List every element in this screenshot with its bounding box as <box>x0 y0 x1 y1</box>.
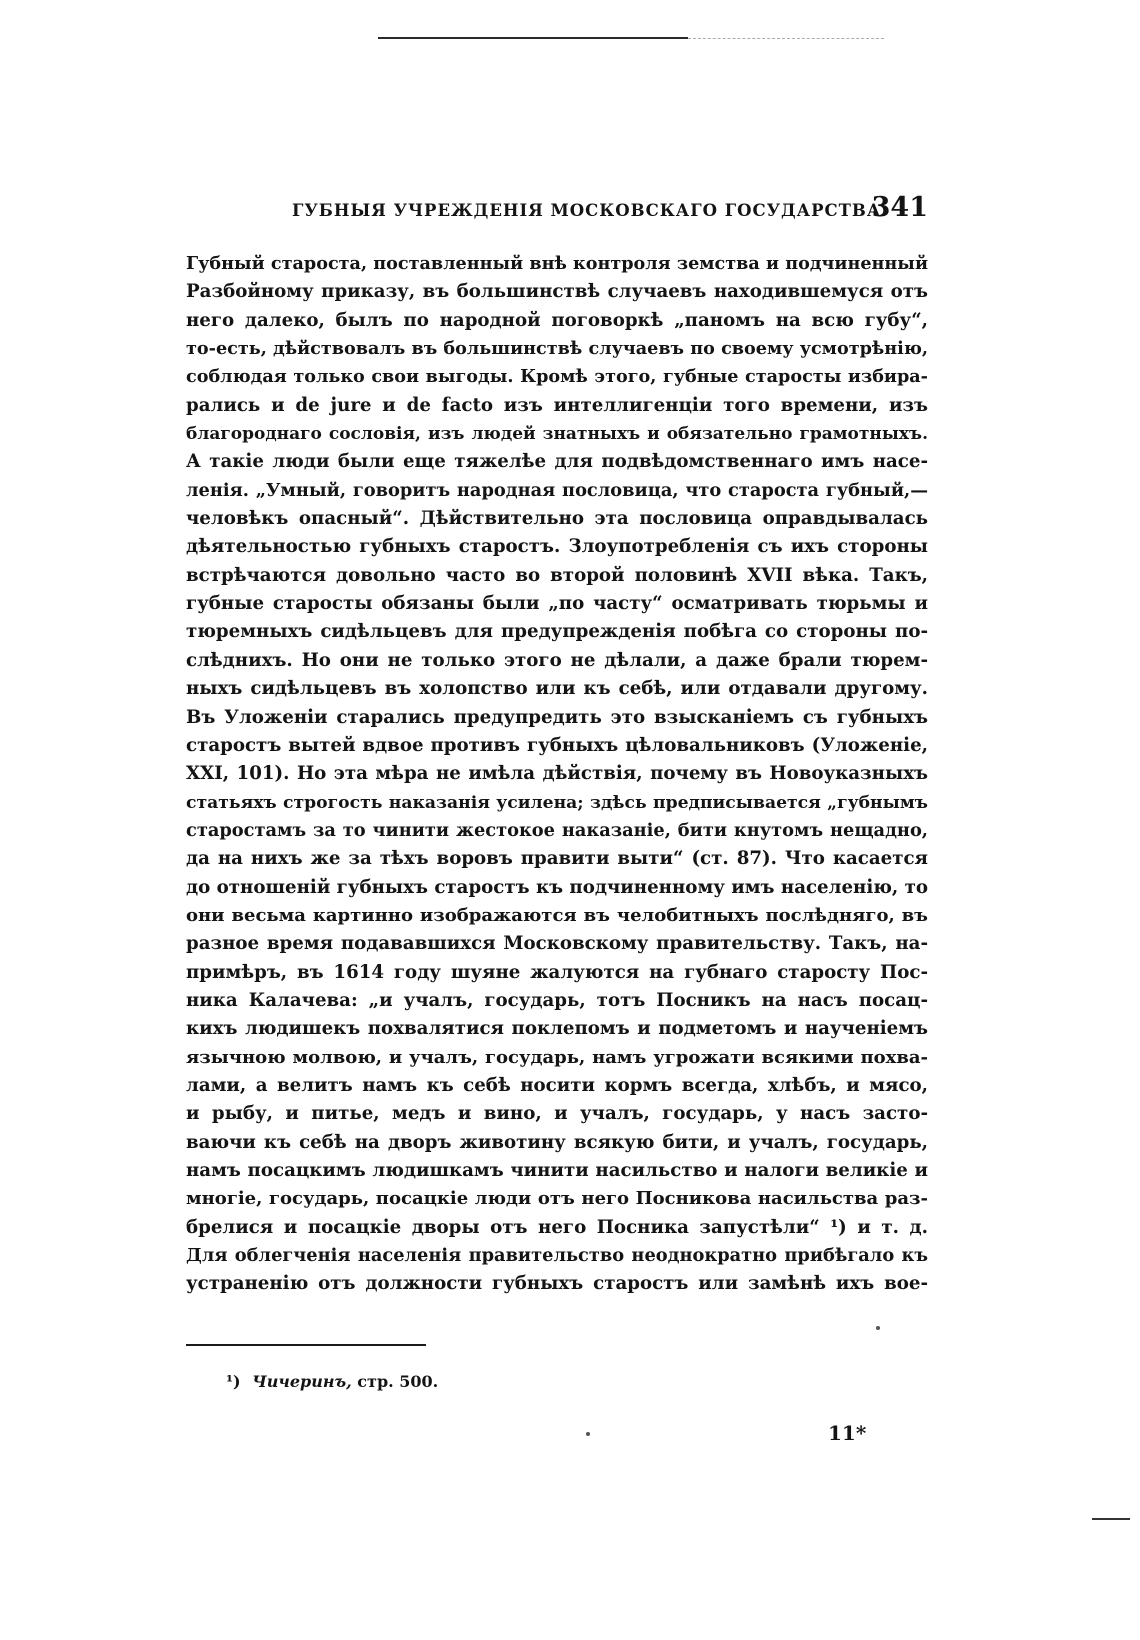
text-line: намъ посацкимъ людишкамъ чинити насильство и налоги великіе и <box>186 1160 928 1181</box>
text-line: человѣкъ опасный“. Дѣйствительно эта пословица оправдывалась <box>186 508 928 530</box>
text-line: ныхъ сидѣльцевъ въ холопство или къ себѣ, или отдавали другому. <box>186 678 928 700</box>
footnote-reference: стр. 500. <box>357 1372 439 1391</box>
text-line: рались и de jure и de facto изъ интеллигенціи того времени, изъ <box>186 394 928 416</box>
text-line: они весьма картинно изображаются въ челобитныхъ послѣдняго, въ <box>186 904 928 926</box>
text-line: него далеко, былъ по народной поговоркѣ „паномъ на всю губу“, <box>186 309 928 331</box>
text-line: то-есть, дѣйствовалъ въ большинствѣ случаевъ по своему усмотрѣнію, <box>186 338 928 360</box>
text-line: лами, а велитъ намъ къ себѣ носити кормъ всегда, хлѣбъ, и мясо, <box>186 1074 928 1096</box>
text-line: язычною молвою, и учалъ, государь, намъ угрожати всякими похва- <box>186 1046 928 1068</box>
print-speck <box>876 1326 880 1330</box>
text-line: устраненію отъ должности губныхъ старостъ или замѣнѣ ихъ вое- <box>186 1273 928 1295</box>
text-line: примѣръ, въ 1614 году шуяне жалуются на губнаго старосту Пос- <box>186 961 928 983</box>
text-line: XXI, 101). Но эта мѣра не имѣла дѣйствія, почему въ Новоуказныхъ <box>186 763 928 785</box>
footnote <box>226 1372 438 1391</box>
text-line: кихъ людишекъ похвалятися поклепомъ и подметомъ и наученіемъ <box>186 1018 928 1040</box>
signature-mark: 11* <box>828 1421 867 1445</box>
footnote-mark: ¹) <box>226 1372 241 1391</box>
text-line: брелися и посацкіе дворы отъ него Посника запустѣли“ ¹) и т. д. <box>186 1216 928 1238</box>
text-line: Для облегченія населенія правительство неоднократно прибѣгало къ <box>186 1245 928 1267</box>
top-rule-faint <box>688 38 884 40</box>
text-line: Разбойному приказу, въ большинствѣ случаевъ находившемуся отъ <box>186 281 928 303</box>
top-rule <box>378 37 688 39</box>
page-number: 341 <box>871 192 928 223</box>
text-line: благороднаго сословія, изъ людей знатныхъ и обязательно грамотныхъ. <box>186 424 928 445</box>
text-line: разное время подававшихся Московскому правительству. Такъ, на- <box>186 933 928 955</box>
text-line: и рыбу, и питье, медъ и вино, и учалъ, государь, у насъ засто- <box>186 1103 928 1125</box>
text-line: ваючи къ себѣ на дворъ животину всякую бити, и учалъ, государь, <box>186 1131 928 1153</box>
text-line: дѣятельностью губныхъ старостъ. Злоупотребленія съ ихъ стороны <box>186 536 928 558</box>
text-line: ника Калачева: „и учалъ, государь, тотъ Посникъ на насъ посац- <box>186 989 928 1011</box>
body-text <box>186 250 928 1299</box>
text-line: губные старосты обязаны были „по часту“ осматривать тюрьмы и <box>186 593 928 615</box>
text-line: многіе, государь, посацкіе люди отъ него Посникова насильства раз- <box>186 1188 928 1210</box>
text-line: старостъ вытей вдвое противъ губныхъ цѣловальниковъ (Уложеніе, <box>186 734 928 756</box>
text-line: Въ Уложеніи старались предупредить это взысканіемъ съ губныхъ <box>186 706 928 728</box>
text-line: ленія. „Умный, говоритъ народная пословица, что староста губный,— <box>186 479 928 501</box>
text-line: старостамъ за то чинити жестокое наказаніе, бити кнутомъ нещадно, <box>186 819 928 841</box>
text-line: встрѣчаются довольно часто во второй половинѣ XVII вѣка. Такъ, <box>186 564 928 586</box>
text-line: слѣднихъ. Но они не только этого не дѣлали, а даже брали тюрем- <box>186 649 928 671</box>
print-speck <box>586 1432 590 1436</box>
running-head <box>186 192 928 225</box>
text-line: до отношеній губныхъ старостъ къ подчиненному имъ населенію, то <box>186 876 928 898</box>
page-edge-mark <box>1092 1518 1130 1520</box>
text-line: да на нихъ же за тѣхъ воровъ правити выти“ (ст. 87). Что касается <box>186 848 928 870</box>
footnote-rule <box>186 1344 426 1346</box>
header-title: ГУБНЫЯ УЧРЕЖДЕНІЯ МОСКОВСКАГО ГОСУДАРСТВА. <box>292 201 889 220</box>
text-line: Губный староста, поставленный внѣ контроля земства и подчиненный <box>186 253 928 274</box>
text-line: А такіе люди были еще тяжелѣе для подвѣдомственнаго имъ насе- <box>186 451 928 473</box>
text-line: статьяхъ строгость наказанія усилена; здѣсь предписывается „губнымъ <box>186 792 928 813</box>
text-line: соблюдая только свои выгоды. Кромѣ этого, губные старосты избира- <box>186 366 928 388</box>
text-line: тюремныхъ сидѣльцевъ для предупрежденія побѣга со стороны по- <box>186 621 928 643</box>
footnote-author: Чичеринъ, <box>252 1372 352 1391</box>
